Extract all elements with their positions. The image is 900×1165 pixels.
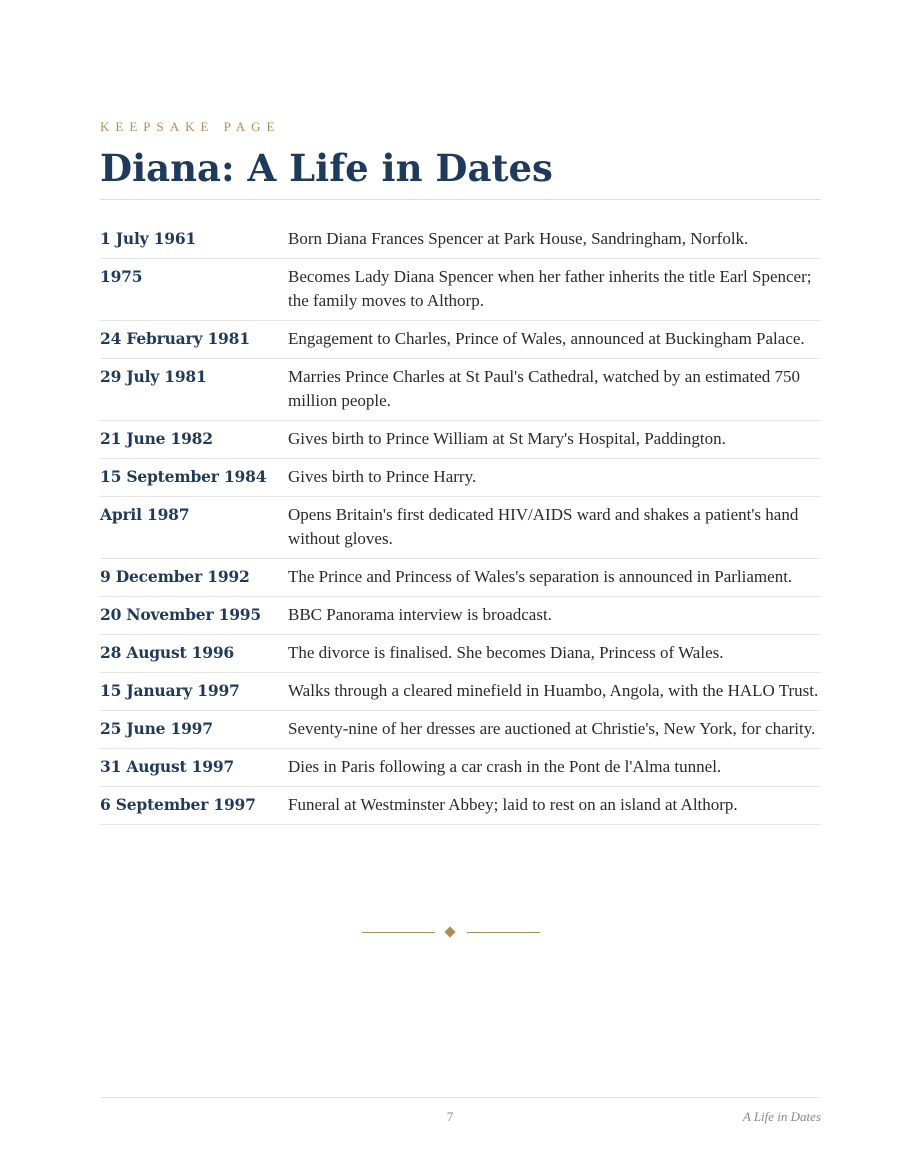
- timeline-event: The Prince and Princess of Wales's separation is announced in Parliament.: [288, 559, 821, 597]
- timeline-event: Gives birth to Prince William at St Mary's Hospital, Paddington.: [288, 421, 821, 459]
- page-number: 7: [446, 1109, 454, 1124]
- ornament-line-right: [467, 932, 540, 933]
- timeline-row: [100, 711, 821, 749]
- timeline-row: [100, 559, 821, 597]
- eyebrow-label: KEEPSAKE PAGE: [100, 119, 281, 134]
- timeline-date: 24 February 1981: [100, 321, 288, 359]
- title-divider: [100, 199, 821, 200]
- timeline-row: [100, 359, 821, 421]
- timeline-date: April 1987: [100, 497, 288, 559]
- timeline-event: Marries Prince Charles at St Paul's Cathedral, watched by an estimated 750 million people.: [288, 359, 821, 421]
- timeline-date: 20 November 1995: [100, 597, 288, 635]
- timeline-table: [100, 221, 821, 825]
- timeline-event: Born Diana Frances Spencer at Park House, Sandringham, Norfolk.: [288, 221, 821, 259]
- timeline-row: [100, 321, 821, 359]
- timeline-event: Seventy-nine of her dresses are auctioned at Christie's, New York, for charity.: [288, 711, 821, 749]
- timeline-date: 28 August 1996: [100, 635, 288, 673]
- timeline-date: 15 January 1997: [100, 673, 288, 711]
- timeline-date: 1 July 1961: [100, 221, 288, 259]
- timeline-row: [100, 597, 821, 635]
- page-title: Diana: A Life in Dates: [100, 146, 553, 190]
- timeline-row: [100, 635, 821, 673]
- timeline-date: 6 September 1997: [100, 787, 288, 825]
- timeline-row: [100, 221, 821, 259]
- timeline-date: 31 August 1997: [100, 749, 288, 787]
- timeline-row: [100, 749, 821, 787]
- timeline-event: BBC Panorama interview is broadcast.: [288, 597, 821, 635]
- keepsake-page: [100, 0, 821, 1165]
- timeline-row: [100, 421, 821, 459]
- timeline-date: 15 September 1984: [100, 459, 288, 497]
- timeline-event: Engagement to Charles, Prince of Wales, announced at Buckingham Palace.: [288, 321, 821, 359]
- timeline-event: Dies in Paris following a car crash in the Pont de l'Alma tunnel.: [288, 749, 821, 787]
- timeline-date: 25 June 1997: [100, 711, 288, 749]
- timeline-event: The divorce is finalised. She becomes Diana, Princess of Wales.: [288, 635, 821, 673]
- timeline-row: [100, 787, 821, 825]
- running-title: A Life in Dates: [742, 1109, 821, 1124]
- ornament-line-left: [362, 932, 435, 933]
- footer-divider: [100, 1097, 821, 1098]
- timeline-event: Becomes Lady Diana Spencer when her father inherits the title Earl Spencer; the family moves to Althorp.: [288, 259, 821, 321]
- timeline-row: [100, 459, 821, 497]
- diamond-icon: [444, 926, 455, 937]
- timeline-event: Funeral at Westminster Abbey; laid to rest on an island at Althorp.: [288, 787, 821, 825]
- timeline-row: [100, 497, 821, 559]
- section-ornament: [362, 926, 540, 938]
- timeline-date: 1975: [100, 259, 288, 321]
- timeline-event: Gives birth to Prince Harry.: [288, 459, 821, 497]
- timeline-date: 9 December 1992: [100, 559, 288, 597]
- timeline-event: Walks through a cleared minefield in Huambo, Angola, with the HALO Trust.: [288, 673, 821, 711]
- timeline-row: [100, 259, 821, 321]
- timeline-date: 21 June 1982: [100, 421, 288, 459]
- timeline-event: Opens Britain's first dedicated HIV/AIDS ward and shakes a patient's hand without gloves.: [288, 497, 821, 559]
- timeline-row: [100, 673, 821, 711]
- timeline-date: 29 July 1981: [100, 359, 288, 421]
